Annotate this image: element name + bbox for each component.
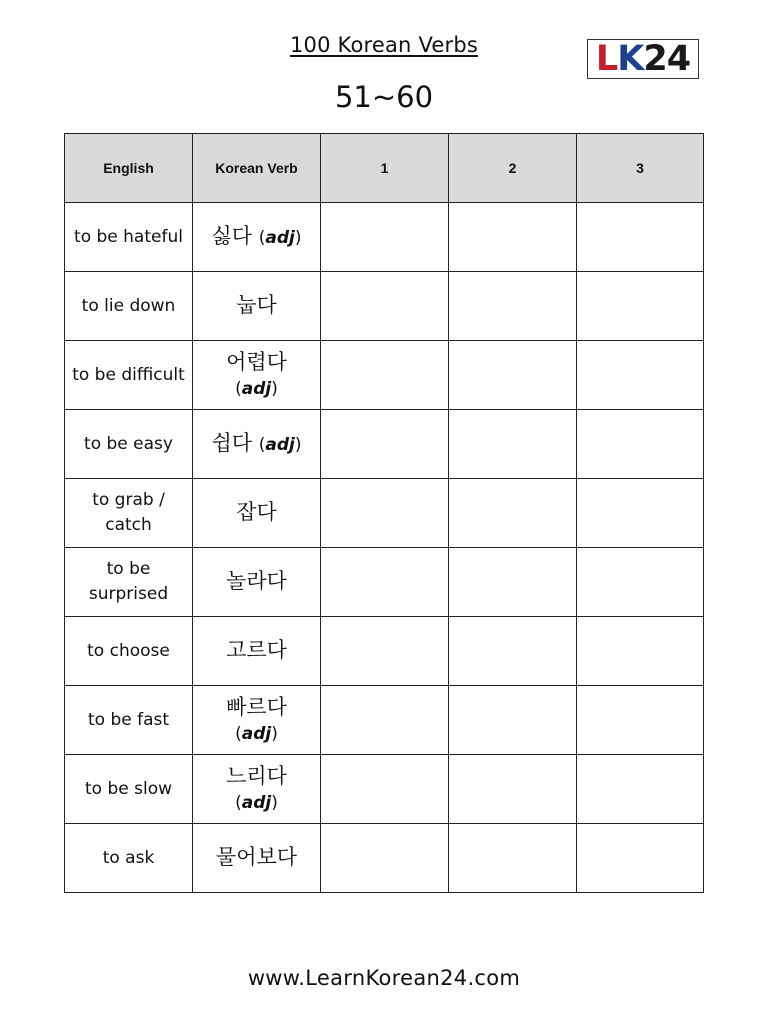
korean-verb: 눕다	[236, 293, 277, 318]
column-header-korean-verb: Korean Verb	[193, 134, 321, 203]
table-row	[65, 548, 704, 617]
practice-cell-2[interactable]	[449, 203, 577, 272]
verbs-table	[64, 133, 704, 893]
note-close-paren: )	[271, 793, 278, 813]
table-body	[65, 203, 704, 893]
practice-cell-2[interactable]	[449, 341, 577, 410]
page-subtitle: 51~60	[334, 80, 434, 114]
practice-cell-2[interactable]	[449, 755, 577, 824]
korean-verb: 물어보다	[215, 845, 298, 870]
korean-verb: 어렵다	[226, 349, 287, 374]
korean-verb-cell	[193, 272, 321, 341]
korean-verb: 빠르다	[226, 694, 287, 719]
practice-cell-1[interactable]	[321, 755, 449, 824]
practice-cell-3[interactable]	[577, 755, 704, 824]
practice-cell-2[interactable]	[449, 824, 577, 893]
table-row	[65, 341, 704, 410]
korean-verb-cell	[193, 617, 321, 686]
logo-letter-l: L	[595, 38, 618, 79]
note-close-paren: )	[271, 379, 278, 399]
korean-verb: 고르다	[226, 638, 287, 663]
adj-label: adj	[241, 793, 272, 813]
part-of-speech-note	[259, 435, 302, 455]
practice-cell-3[interactable]	[577, 824, 704, 893]
korean-verb: 싫다	[211, 224, 253, 249]
table-row	[65, 479, 704, 548]
note-open-paren: (	[258, 435, 266, 456]
english-cell: to be hateful	[65, 203, 193, 272]
part-of-speech-note	[235, 379, 278, 399]
korean-verb-cell	[193, 686, 321, 755]
note-open-paren: (	[235, 379, 242, 399]
part-of-speech-note	[235, 793, 278, 813]
practice-cell-2[interactable]	[449, 479, 577, 548]
table-row	[65, 824, 704, 893]
note-close-paren: )	[294, 228, 302, 249]
logo-letter-k: K	[617, 38, 644, 79]
korean-verb-cell	[193, 203, 321, 272]
table-row	[65, 686, 704, 755]
english-cell: to be difficult	[65, 341, 193, 410]
practice-cell-2[interactable]	[449, 617, 577, 686]
korean-verb-cell	[193, 410, 321, 479]
practice-cell-1[interactable]	[321, 479, 449, 548]
korean-verb: 잡다	[236, 500, 277, 525]
korean-verb: 쉽다	[211, 431, 253, 456]
column-header-1: 1	[321, 134, 449, 203]
practice-cell-3[interactable]	[577, 410, 704, 479]
korean-verb: 느리다	[226, 763, 287, 788]
practice-cell-3[interactable]	[577, 686, 704, 755]
footer-website: www.LearnKorean24.com	[247, 966, 521, 990]
practice-cell-2[interactable]	[449, 410, 577, 479]
practice-cell-3[interactable]	[577, 272, 704, 341]
table-row	[65, 755, 704, 824]
practice-cell-3[interactable]	[577, 548, 704, 617]
header-row	[65, 134, 704, 203]
note-close-paren: )	[294, 435, 302, 456]
english-cell: to choose	[65, 617, 193, 686]
lk24-logo	[587, 39, 699, 79]
practice-cell-1[interactable]	[321, 824, 449, 893]
practice-cell-1[interactable]	[321, 548, 449, 617]
note-open-paren: (	[235, 793, 242, 813]
english-cell: to ask	[65, 824, 193, 893]
note-close-paren: )	[271, 724, 278, 744]
table-row	[65, 617, 704, 686]
practice-cell-1[interactable]	[321, 203, 449, 272]
korean-verb-cell	[193, 548, 321, 617]
korean-verb-cell	[193, 755, 321, 824]
practice-cell-1[interactable]	[321, 617, 449, 686]
english-cell: to be easy	[65, 410, 193, 479]
table-row	[65, 272, 704, 341]
column-header-3: 3	[577, 134, 704, 203]
practice-cell-1[interactable]	[321, 341, 449, 410]
logo-number: 24	[643, 38, 691, 79]
practice-cell-3[interactable]	[577, 341, 704, 410]
practice-cell-2[interactable]	[449, 686, 577, 755]
adj-label: adj	[241, 724, 272, 744]
korean-verb-cell	[193, 824, 321, 893]
practice-cell-2[interactable]	[449, 548, 577, 617]
korean-verb-cell	[193, 479, 321, 548]
english-cell: to lie down	[65, 272, 193, 341]
part-of-speech-note	[235, 724, 278, 744]
practice-cell-2[interactable]	[449, 272, 577, 341]
table-row	[65, 203, 704, 272]
adj-label: adj	[265, 228, 295, 249]
column-header-2: 2	[449, 134, 577, 203]
practice-cell-1[interactable]	[321, 686, 449, 755]
note-open-paren: (	[235, 724, 242, 744]
column-header-english: English	[65, 134, 193, 203]
page-title: 100 Korean Verbs	[289, 33, 479, 57]
practice-cell-1[interactable]	[321, 410, 449, 479]
adj-label: adj	[265, 435, 295, 456]
table-header	[65, 134, 704, 203]
table-row	[65, 410, 704, 479]
adj-label: adj	[241, 379, 272, 399]
part-of-speech-note	[259, 228, 302, 248]
practice-cell-3[interactable]	[577, 479, 704, 548]
note-open-paren: (	[258, 228, 266, 249]
english-cell: to be fast	[65, 686, 193, 755]
english-cell: to be slow	[65, 755, 193, 824]
english-cell: to grab / catch	[65, 479, 193, 548]
practice-cell-1[interactable]	[321, 272, 449, 341]
practice-cell-3[interactable]	[577, 203, 704, 272]
english-cell: to be surprised	[65, 548, 193, 617]
korean-verb: 놀라다	[226, 569, 287, 594]
korean-verb-cell	[193, 341, 321, 410]
practice-cell-3[interactable]	[577, 617, 704, 686]
